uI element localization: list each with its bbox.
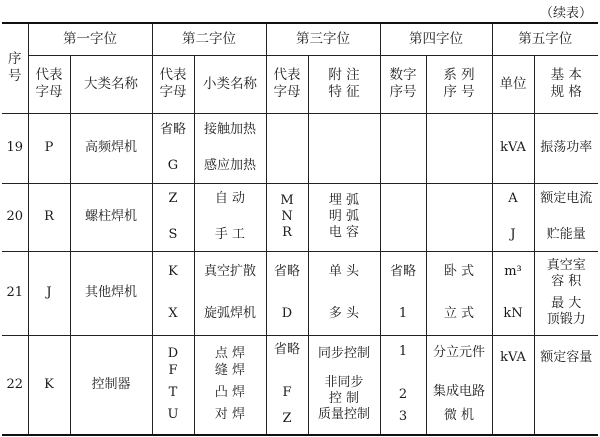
row-p3-code	[266, 113, 308, 183]
header-p4-series: 系 列 序 号	[426, 55, 492, 113]
row-p5-unit: A J	[492, 183, 534, 251]
row-p5-spec: 振荡功率	[534, 113, 598, 183]
row-p4-series	[426, 113, 492, 183]
row-p5-unit: kVA	[492, 335, 534, 435]
welder-code-table	[2, 22, 598, 436]
row-p1-name: 控制器	[70, 335, 152, 435]
header-p2-code: 代表 字母	[152, 55, 194, 113]
header-p4-number: 数字 序号	[380, 55, 426, 113]
row-seq: 21	[2, 251, 28, 335]
header-p5-spec: 基 本 规 格	[534, 55, 598, 113]
row-p1-code: K	[28, 335, 70, 435]
row-p1-code: J	[28, 251, 70, 335]
row-p4-number: 1 2 3	[380, 335, 426, 435]
row-p5-spec: 额定容量	[534, 335, 598, 435]
header-position-1: 第一字位	[28, 23, 152, 55]
row-p4-series: 卧 式 立 式	[426, 251, 492, 335]
header-p2-name: 小类名称	[194, 55, 266, 113]
header-p3-feature: 附 注 特 征	[308, 55, 380, 113]
row-p5-spec: 真空室 容 积 最 大 顶锻力	[534, 251, 598, 335]
row-p2-code: 省略 G	[152, 113, 194, 183]
row-p5-spec: 额定电流 贮能量	[534, 183, 598, 251]
continuation-label: （续表）	[539, 6, 592, 21]
header-p5-unit: 单位	[492, 55, 534, 113]
row-p3-feature: 同步控制 非同步 控 制 质量控制	[308, 335, 380, 435]
table-row	[2, 335, 598, 435]
row-p4-series	[426, 183, 492, 251]
row-p2-name: 自 动 手 工	[194, 183, 266, 251]
row-p4-number: 省略 1	[380, 251, 426, 335]
row-p2-code: K X	[152, 251, 194, 335]
row-p3-feature: 埋 弧 明 弧 电 容	[308, 183, 380, 251]
table-row	[2, 251, 598, 335]
row-p3-feature: 单 头 多 头	[308, 251, 380, 335]
header-position-5: 第五字位	[492, 23, 598, 55]
row-seq: 20	[2, 183, 28, 251]
row-p1-name: 高频焊机	[70, 113, 152, 183]
row-p3-feature	[308, 113, 380, 183]
row-p5-unit: m³ kN	[492, 251, 534, 335]
row-p2-code: Z S	[152, 183, 194, 251]
row-p3-code: M N R	[266, 183, 308, 251]
row-p1-name: 螺柱焊机	[70, 183, 152, 251]
row-p3-code: 省略 F Z	[266, 335, 308, 435]
table-row	[2, 113, 598, 183]
row-seq: 19	[2, 113, 28, 183]
header-seq: 序 号	[2, 23, 28, 113]
row-p1-code: P	[28, 113, 70, 183]
row-p5-unit: kVA	[492, 113, 534, 183]
header-position-3: 第三字位	[266, 23, 380, 55]
header-p3-code: 代表 字母	[266, 55, 308, 113]
row-p4-series: 分立元件 集成电路 微 机	[426, 335, 492, 435]
header-p1-name: 大类名称	[70, 55, 152, 113]
row-p4-number	[380, 183, 426, 251]
header-row-1	[2, 23, 598, 55]
row-p2-name: 接触加热 感应加热	[194, 113, 266, 183]
row-p4-number	[380, 113, 426, 183]
row-seq: 22	[2, 335, 28, 435]
header-p1-code: 代表 字母	[28, 55, 70, 113]
row-p3-code: 省略 D	[266, 251, 308, 335]
row-p2-name: 真空扩散 旋弧焊机	[194, 251, 266, 335]
row-p1-code: R	[28, 183, 70, 251]
header-position-2: 第二字位	[152, 23, 266, 55]
header-row-2	[2, 55, 598, 113]
table-row	[2, 183, 598, 251]
header-position-4: 第四字位	[380, 23, 492, 55]
row-p2-code: D F T U	[152, 335, 194, 435]
row-p2-name: 点 焊 缝 焊 凸 焊 对 焊	[194, 335, 266, 435]
row-p1-name: 其他焊机	[70, 251, 152, 335]
